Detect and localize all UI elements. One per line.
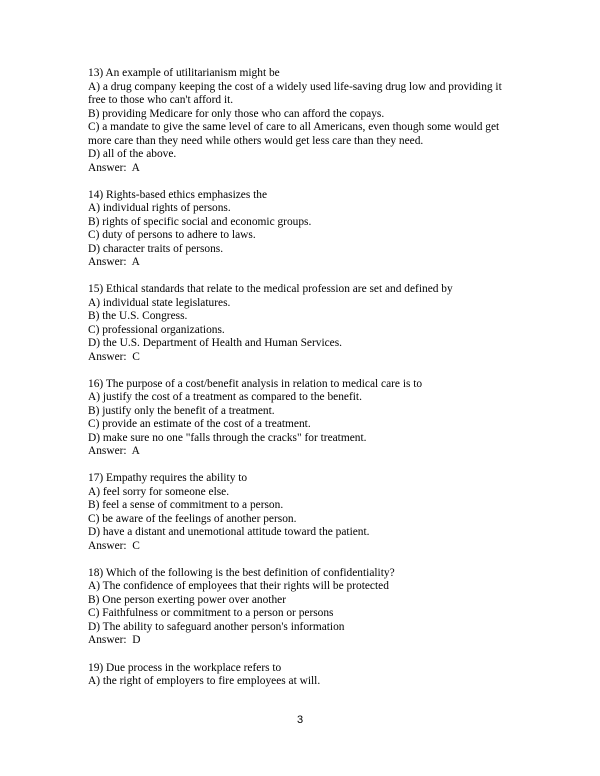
question-16 xyxy=(88,378,520,459)
option-d: D) all of the above. xyxy=(88,148,177,160)
option-d: D) have a distant and unemotional attitude toward the patient. xyxy=(88,526,370,539)
page-number: 3 xyxy=(296,714,304,726)
answer-key: Answer: A xyxy=(88,445,140,458)
question-19 xyxy=(88,662,520,689)
question-stem: 16) The purpose of a cost/benefit analysis in relation to medical care is to xyxy=(88,377,423,390)
option-a: A) feel sorry for someone else. xyxy=(88,485,230,498)
answer-key: Answer: C xyxy=(88,350,140,363)
option-a: A) The confidence of employees that their rights will be protected xyxy=(88,580,389,593)
option-d: D) make sure no one "falls through the cracks" for treatment. xyxy=(88,431,367,444)
question-13 xyxy=(88,67,520,175)
question-stem: 18) Which of the following is the best definition of confidentiality? xyxy=(88,566,395,579)
question-stem: 17) Empathy requires the ability to xyxy=(88,472,248,485)
question-list xyxy=(88,67,520,702)
option-a: A) individual rights of persons. xyxy=(88,202,231,215)
option-b: B) feel a sense of commitment to a person. xyxy=(88,499,284,512)
question-stem: 13) An example of utilitarianism might be xyxy=(88,67,280,79)
answer-key: Answer: A xyxy=(88,161,140,174)
option-b: B) rights of specific social and economic groups. xyxy=(88,215,312,228)
option-b: B) One person exerting power over another xyxy=(88,593,287,606)
question-17 xyxy=(88,472,520,553)
option-c: C) provide an estimate of the cost of a treatment. xyxy=(88,418,311,431)
question-stem: 19) Due process in the workplace refers to xyxy=(88,661,282,674)
option-d: D) character traits of persons. xyxy=(88,242,224,255)
option-a: A) justify the cost of a treatment as compared to the benefit. xyxy=(88,391,362,404)
option-d: D) The ability to safeguard another person's information xyxy=(88,620,345,633)
question-14 xyxy=(88,189,520,270)
answer-key: Answer: A xyxy=(88,256,140,269)
question-stem: 14) Rights-based ethics emphasizes the xyxy=(88,188,268,201)
option-c: C) professional organizations. xyxy=(88,323,225,336)
option-a: A) the right of employers to fire employees at will. xyxy=(88,675,321,688)
question-stem: 15) Ethical standards that relate to the medical profession are set and defined by xyxy=(88,283,453,296)
option-b: B) justify only the benefit of a treatment. xyxy=(88,404,275,417)
option-a: A) individual state legislatures. xyxy=(88,296,231,309)
answer-key: Answer: C xyxy=(88,539,140,552)
answer-key: Answer: D xyxy=(88,634,141,647)
option-c: C) Faithfulness or commitment to a person or persons xyxy=(88,607,334,620)
option-a: A) a drug company keeping the cost of a widely used life-saving drug low and providing it free to those who can't afford it. xyxy=(88,80,502,106)
question-18 xyxy=(88,567,520,648)
option-b: B) providing Medicare for only those who can afford the copays. xyxy=(88,107,385,120)
question-15 xyxy=(88,283,520,364)
option-c: C) duty of persons to adhere to laws. xyxy=(88,229,256,242)
option-c: C) a mandate to give the same level of care to all Americans, even though some would get more care than they need while others would get less care than they need. xyxy=(88,121,500,147)
option-c: C) be aware of the feelings of another person. xyxy=(88,512,297,525)
option-b: B) the U.S. Congress. xyxy=(88,310,188,323)
option-d: D) the U.S. Department of Health and Human Services. xyxy=(88,337,343,350)
